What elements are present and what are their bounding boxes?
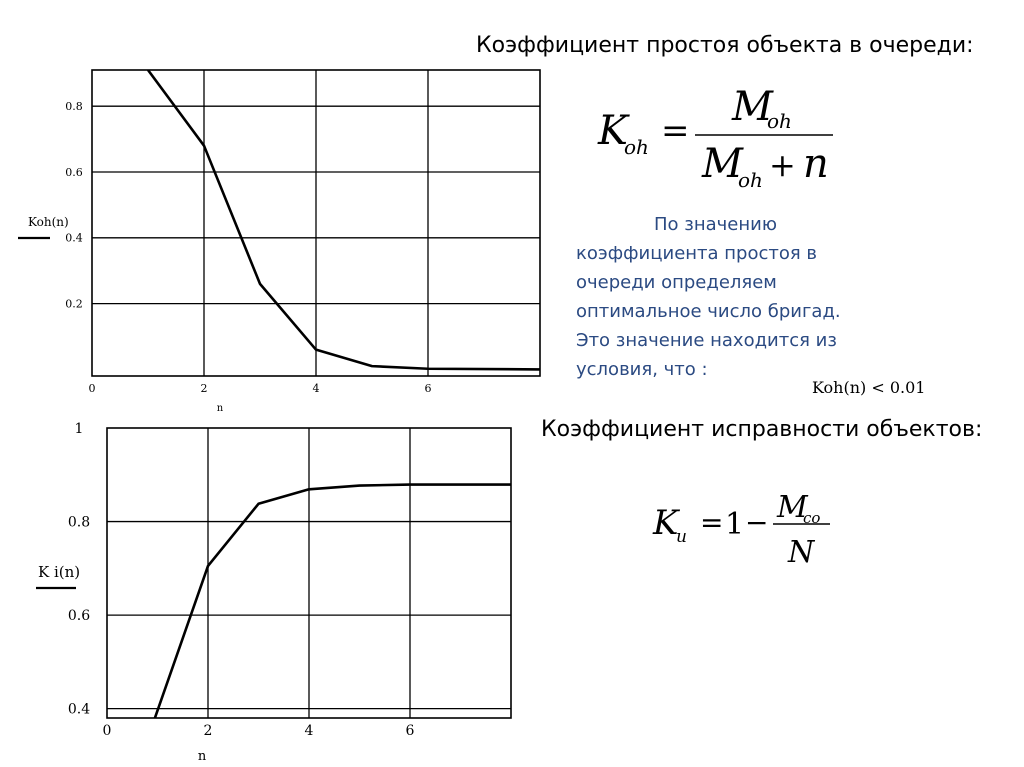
note-line: оптимальное число бригад. — [576, 301, 841, 322]
x-tick-label: 2 — [203, 723, 213, 739]
condition-expression: Koh(n) < 0.01 — [812, 378, 926, 397]
y-tick-label: 0.4 — [65, 231, 83, 245]
note-line: очереди определяем — [576, 272, 777, 293]
x-tick-label: 0 — [88, 382, 96, 395]
x-tick-label: 4 — [312, 382, 320, 395]
formula-num-sub: oh — [767, 109, 792, 133]
x-axis-title: n — [216, 403, 224, 414]
formula-num: M — [732, 84, 773, 130]
y-axis-title: Koh(n) — [28, 215, 69, 229]
note-line: условия, что : — [576, 359, 708, 380]
note-line: Это значение находится из — [576, 330, 837, 351]
x-tick-label: 4 — [304, 723, 314, 739]
formula-num: M — [777, 490, 808, 525]
note-line: коэффициента простоя в — [576, 243, 818, 264]
formula-num-sub: co — [803, 509, 821, 527]
formula-one: 1 — [725, 507, 745, 542]
note-line: По значению — [654, 214, 777, 235]
x-tick-label: 6 — [424, 382, 432, 395]
formula-den-plus: + — [769, 146, 796, 184]
formula-den-sub: oh — [738, 168, 763, 192]
series-line — [152, 485, 511, 725]
y-tick-label: 0.8 — [65, 100, 83, 114]
serviceability-coefficient-heading: Коэффициент исправности объектов: — [541, 417, 983, 442]
x-tick-label: 0 — [102, 723, 112, 739]
y-tick-label: 1 — [74, 420, 84, 437]
y-tick-label: 0.8 — [67, 514, 91, 531]
formula-eq: = — [700, 506, 724, 539]
downtime-coefficient-heading: Коэффициент простоя объекта в очереди: — [476, 33, 974, 58]
formula-minus: − — [745, 506, 769, 539]
formula-lhs: K — [598, 108, 628, 154]
y-tick-label: 0.6 — [67, 607, 91, 624]
formula-eq: = — [661, 111, 690, 151]
formula-lhs-sub: oh — [624, 135, 649, 159]
x-tick-label: 6 — [405, 723, 415, 739]
x-tick-label: 2 — [200, 382, 208, 395]
y-tick-label: 0.2 — [65, 297, 83, 311]
y-tick-label: 0.4 — [67, 701, 91, 718]
formula-den-m: M — [702, 141, 743, 187]
formula-den: N — [788, 535, 815, 570]
formula-lhs-sub: и — [676, 527, 687, 547]
y-tick-label: 0.6 — [65, 165, 83, 179]
formula-den-n: n — [803, 141, 829, 187]
x-axis-title: n — [197, 749, 207, 764]
formula-lhs: K — [653, 503, 679, 543]
y-axis-title: K i(n) — [38, 563, 81, 581]
